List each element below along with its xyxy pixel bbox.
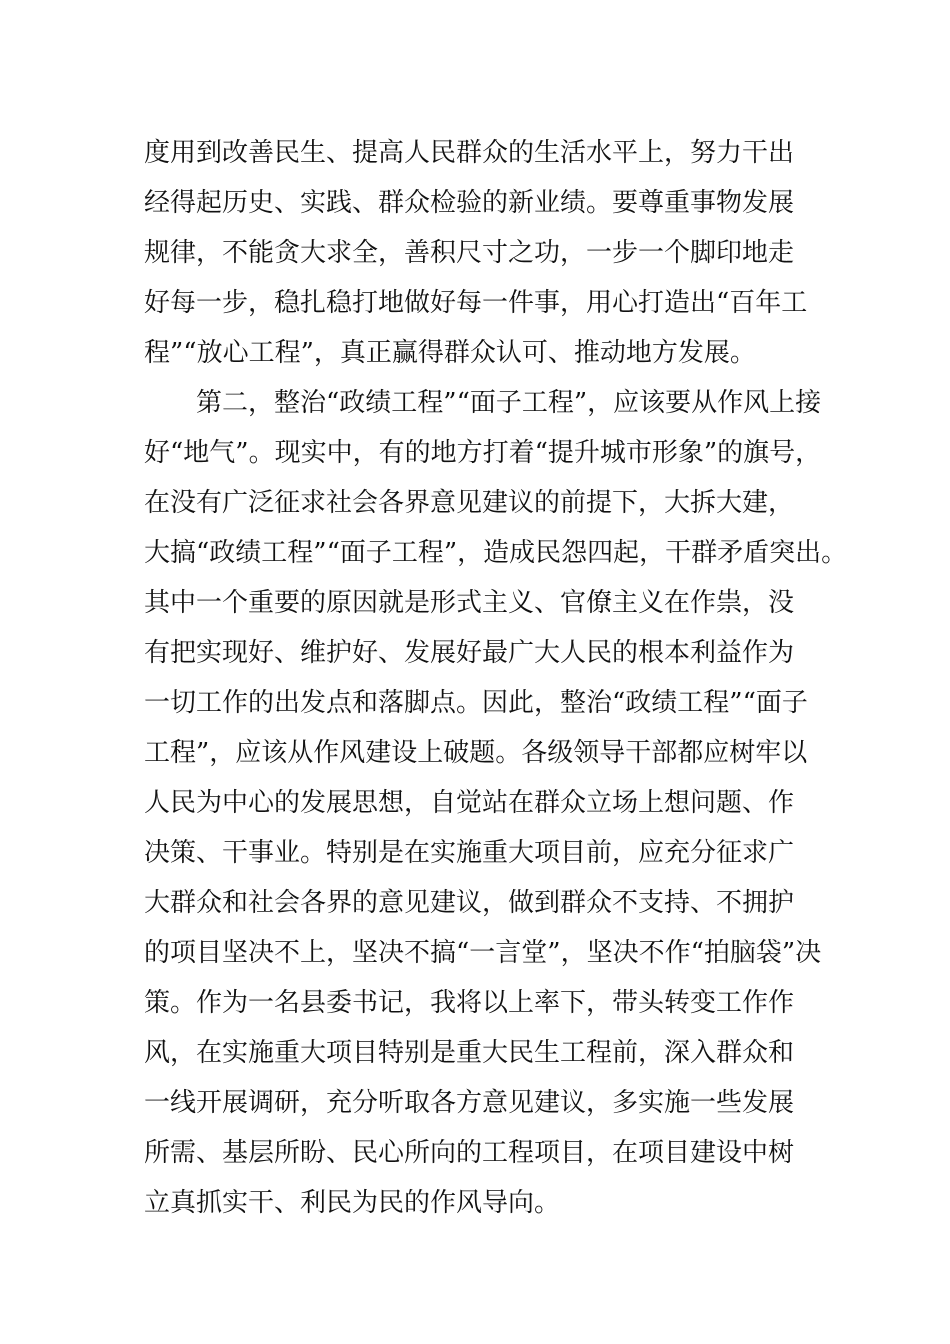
- text-line: 其中一个重要的原因就是形式主义、官僚主义在作祟，没: [144, 588, 795, 618]
- text-line: 经得起历史、实践、群众检验的新业绩。要尊重事物发展: [144, 188, 795, 218]
- text-line: 大搞“政绩工程”“面子工程”，造成民怨四起，干群矛盾突出。: [144, 538, 848, 568]
- text-line: 工程”，应该从作风建设上破题。各级领导干部都应树牢以: [144, 738, 808, 768]
- text-line: 大群众和社会各界的意见建议，做到群众不支持、不拥护: [144, 888, 795, 918]
- text-line: 一切工作的出发点和落脚点。因此，整治“政绩工程”“面子: [144, 688, 808, 718]
- text-line: 度用到改善民生、提高人民群众的生活水平上，努力干出: [144, 138, 795, 168]
- text-line: 有把实现好、维护好、发展好最广大人民的根本利益作为: [144, 638, 795, 668]
- text-line: 好“地气”。现实中，有的地方打着“提升城市形象”的旗号，: [144, 438, 822, 468]
- text-line: 规律，不能贪大求全，善积尺寸之功，一步一个脚印地走: [144, 238, 795, 268]
- text-line: 程”“放心工程”，真正赢得群众认可、推动地方发展。: [144, 338, 756, 368]
- text-line: 好每一步，稳扎稳打地做好每一件事，用心打造出“百年工: [144, 288, 808, 318]
- text-line: 一线开展调研，充分听取各方意见建议，多实施一些发展: [144, 1088, 795, 1118]
- text-line: 立真抓实干、利民为民的作风导向。: [144, 1188, 561, 1218]
- text-line: 的项目坚决不上，坚决不搞“一言堂”，坚决不作“拍脑袋”决: [144, 938, 822, 968]
- text-line: 策。作为一名县委书记，我将以上率下，带头转变工作作: [144, 988, 795, 1018]
- text-line: 所需、基层所盼、民心所向的工程项目，在项目建设中树: [144, 1138, 795, 1168]
- text-line: 人民为中心的发展思想，自觉站在群众立场上想问题、作: [144, 788, 795, 818]
- text-line: 风，在实施重大项目特别是重大民生工程前，深入群众和: [144, 1038, 795, 1068]
- text-line: 决策、干事业。特别是在实施重大项目前，应充分征求广: [144, 838, 795, 868]
- paragraph-start-line: 第二，整治“政绩工程”“面子工程”，应该要从作风上接: [196, 388, 822, 418]
- text-line: 在没有广泛征求社会各界意见建议的前提下，大拆大建，: [144, 488, 795, 518]
